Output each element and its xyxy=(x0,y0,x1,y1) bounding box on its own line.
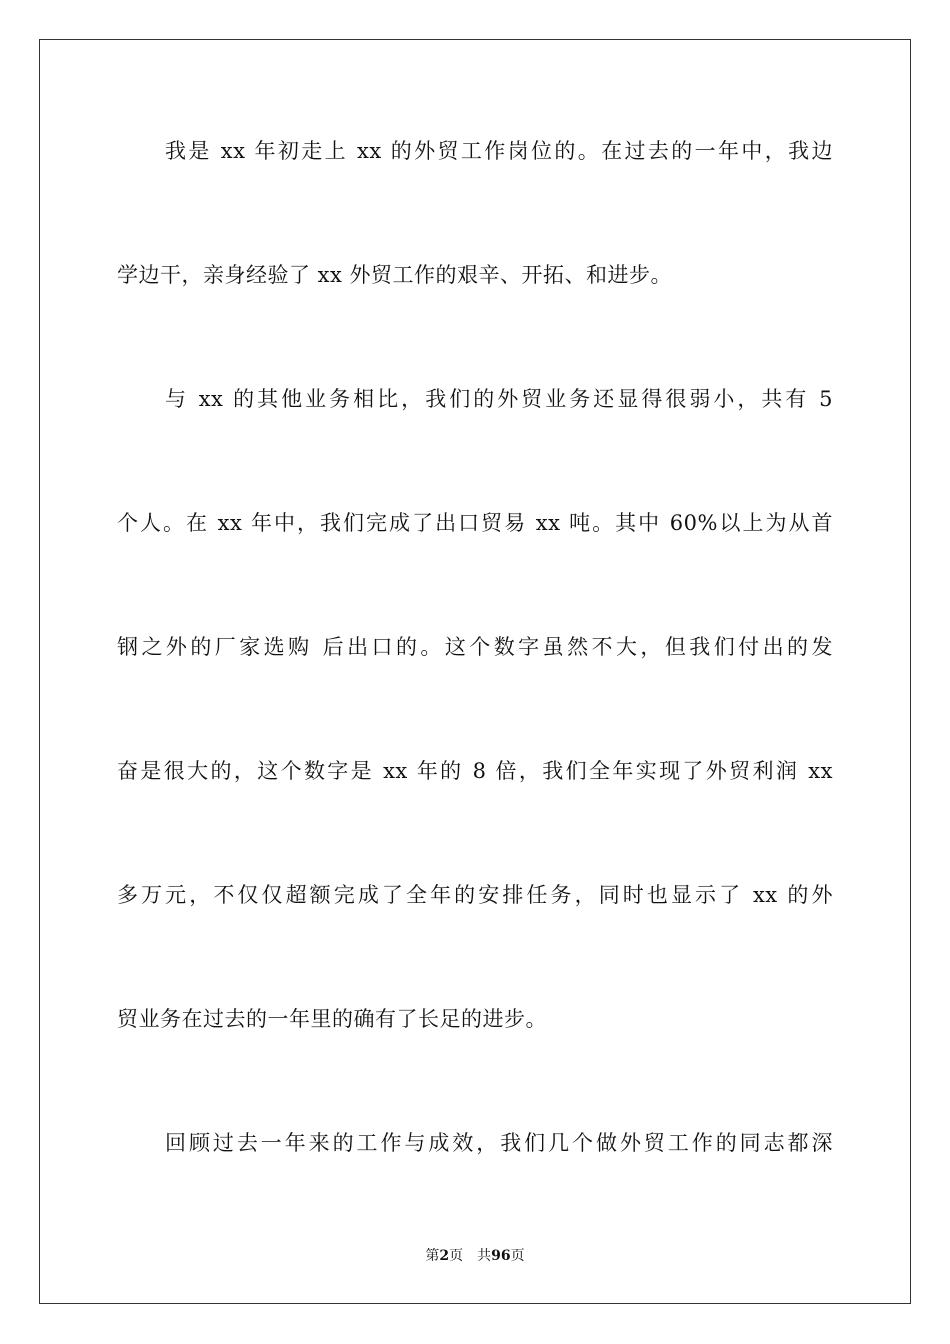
total-prefix: 共 xyxy=(477,1248,492,1264)
paragraph-2-line-3: 钢之外的厂家选购 后出口的。这个数字虽然不大，但我们付出的发 xyxy=(117,635,833,659)
page-suffix: 页 xyxy=(449,1248,464,1264)
paragraph-2-line-1: 与 xx 的其他业务相比，我们的外贸业务还显得很弱小，共有 5 xyxy=(165,387,833,411)
paragraph-2-line-2: 个人。在 xx 年中，我们完成了出口贸易 xx 吨。其中 60%以上为从首 xyxy=(117,511,833,535)
total-pages: 96 xyxy=(491,1248,511,1264)
total-suffix: 页 xyxy=(510,1248,525,1264)
paragraph-2-line-6: 贸业务在过去的一年里的确有了长足的进步。 xyxy=(117,1007,547,1031)
page-footer xyxy=(0,1246,950,1266)
page-number: 2 xyxy=(439,1248,450,1264)
paragraph-2-line-4: 奋是很大的，这个数字是 xx 年的 8 倍，我们全年实现了外贸利润 xx xyxy=(117,759,833,783)
paragraph-1-line-2: 学边干，亲身经验了 xx 外贸工作的艰辛、开拓、和进步。 xyxy=(117,263,673,287)
paragraph-1-line-1: 我是 xx 年初走上 xx 的外贸工作岗位的。在过去的一年中，我边 xyxy=(165,139,833,163)
paragraph-3-line-1: 回顾过去一年来的工作与成效，我们几个做外贸工作的同志都深 xyxy=(165,1131,833,1155)
paragraph-2-line-5: 多万元，不仅仅超额完成了全年的安排任务，同时也显示了 xx 的外 xyxy=(117,883,833,907)
page-border xyxy=(39,39,911,1304)
page-prefix: 第 xyxy=(425,1248,440,1264)
